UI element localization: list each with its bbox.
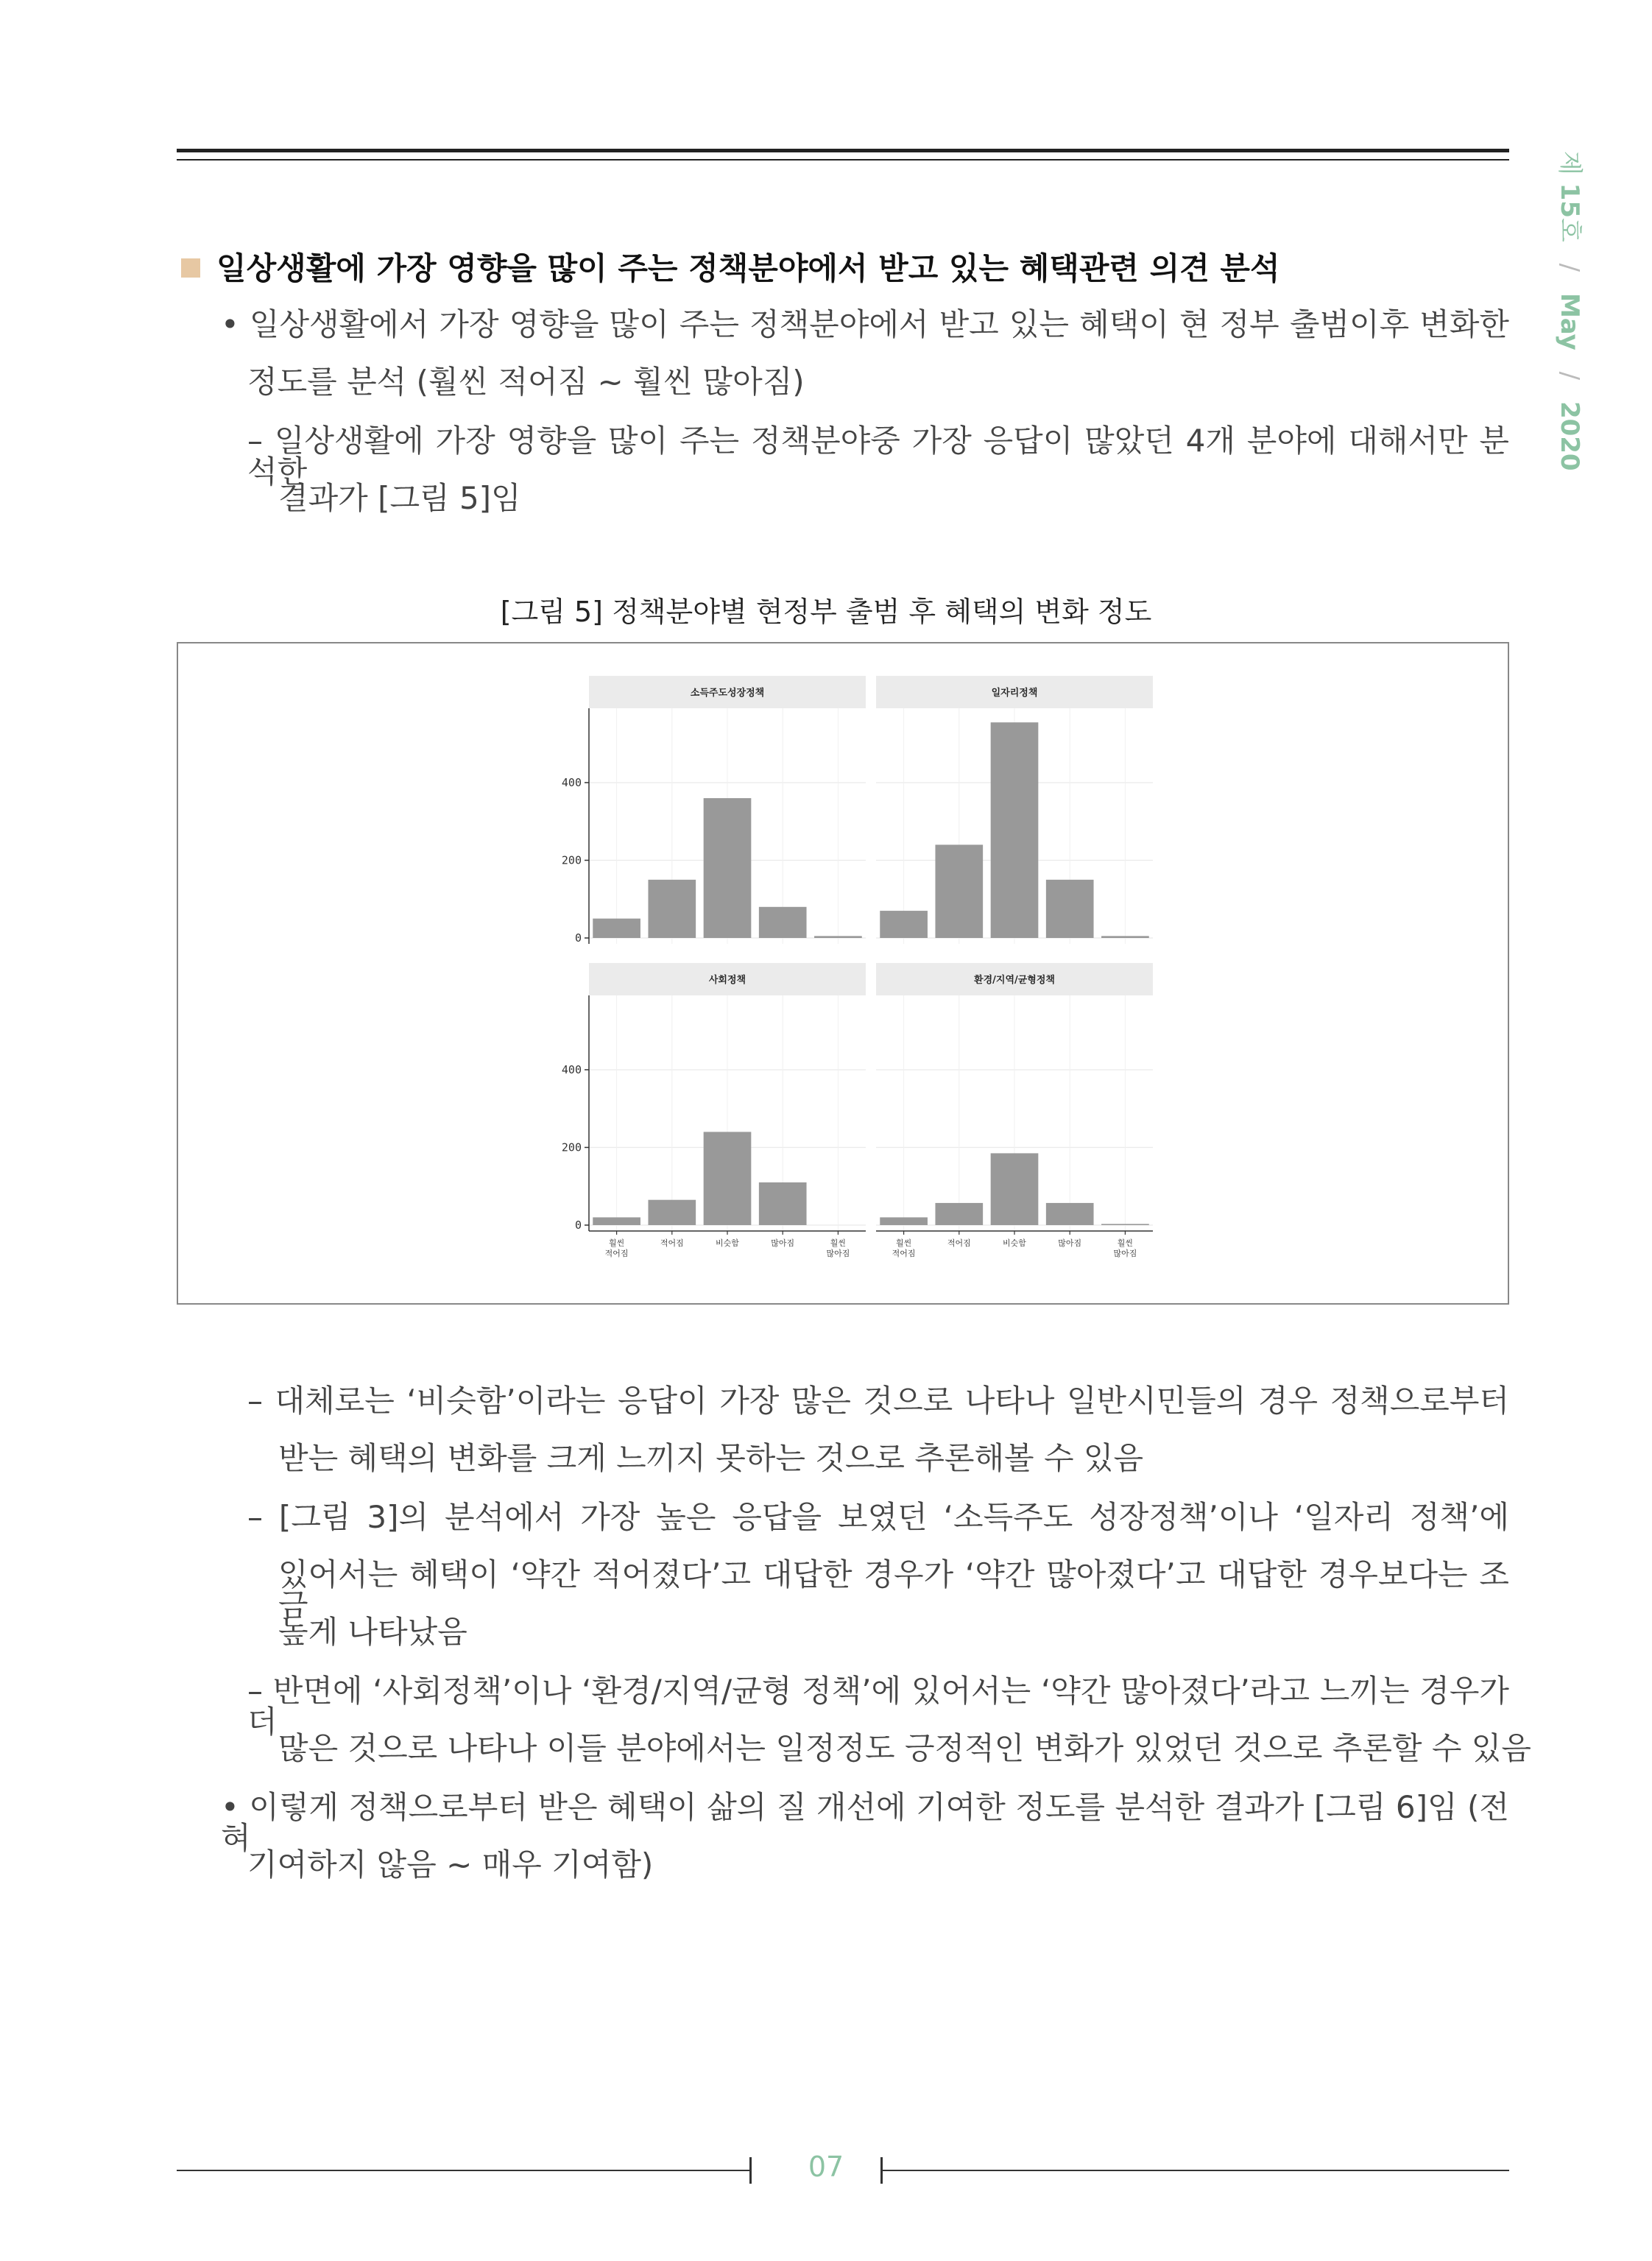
x-tick-label: 많아짐: [1058, 1238, 1082, 1248]
paragraph-line: – 대체로는 ‘비슷함’이라는 응답이 가장 많은 것으로 나타나 일반시민들의 경우 정책으로부터: [247, 1383, 1509, 1419]
bar: [991, 722, 1039, 938]
bar: [935, 844, 983, 938]
bar: [1046, 880, 1094, 938]
y-tick-label: 400: [561, 1062, 582, 1076]
y-tick-label: 0: [574, 931, 582, 945]
bar: [648, 1200, 696, 1225]
x-tick-label: 비슷함: [716, 1238, 739, 1248]
facet-title: 사회정책: [708, 975, 746, 986]
bar: [1101, 936, 1149, 938]
bar: [935, 1203, 983, 1225]
x-tick-label: 많아짐: [826, 1249, 850, 1258]
bar: [880, 1217, 928, 1225]
page-number: 07: [808, 2151, 844, 2183]
issue-prefix: 제: [1555, 151, 1584, 175]
bar: [759, 907, 807, 938]
facet-title: 환경/지역/균형정책: [974, 975, 1055, 986]
facet-title: 일자리정책: [991, 688, 1038, 699]
bar: [593, 1217, 640, 1225]
paragraph-line: – [그림 3]의 분석에서 가장 높은 응답을 보였던 ‘소득주도 성장정책’이나 ‘일자리 정책’에: [247, 1499, 1509, 1535]
bar: [1046, 1203, 1094, 1225]
x-tick-label: 훨씬: [895, 1238, 912, 1248]
paragraph-line: 결과가 [그림 5]임: [278, 480, 521, 516]
paragraph-line: • 일상생활에서 가장 영향을 많이 주는 정책분야에서 받고 있는 혜택이 현 정부 출범이후 변화한: [221, 306, 1509, 342]
top-rule-thin: [177, 159, 1509, 161]
y-tick-label: 200: [561, 1140, 582, 1154]
paragraph-line: – 일상생활에 가장 영향을 많이 주는 정책분야중 가장 응답이 많았던 4개 분야에 대해서만 분석한: [247, 423, 1509, 490]
y-tick-label: 0: [574, 1218, 582, 1232]
section-heading-text: 일상생활에 가장 영향을 많이 주는 정책분야에서 받고 있는 혜택관련 의견 분석: [216, 250, 1280, 286]
issue-suffix: 호: [1555, 218, 1584, 242]
footer-rule-right: [882, 2170, 1509, 2171]
x-tick-label: 훨씬: [830, 1238, 847, 1248]
x-tick-label: 비슷함: [1003, 1238, 1026, 1248]
paragraph-line: 받는 혜택의 변화를 크게 느끼지 못하는 것으로 추론해볼 수 있음: [278, 1440, 1144, 1476]
bar: [704, 798, 752, 938]
paragraph-line: 기여하지 않음 ~ 매우 기여함): [247, 1846, 654, 1883]
x-tick-label: 훨씬: [1117, 1238, 1134, 1248]
heading-square-icon: [181, 258, 200, 278]
x-tick-label: 적어짐: [604, 1249, 629, 1258]
bar: [759, 1182, 807, 1225]
x-tick-label: 많아짐: [771, 1238, 795, 1248]
y-tick-label: 200: [561, 853, 582, 867]
issue-year: 2020: [1555, 401, 1584, 471]
issue-number: 15: [1555, 183, 1584, 218]
footer-rule-left: [177, 2170, 749, 2171]
top-rule-thick: [177, 149, 1509, 152]
paragraph-line: 높게 나타났음: [278, 1614, 467, 1650]
footer-tick-left: [749, 2157, 752, 2184]
y-tick-label: 400: [561, 775, 582, 789]
bar: [991, 1153, 1039, 1225]
section-heading: [181, 244, 1280, 289]
bar: [1101, 1224, 1149, 1225]
bar: [814, 936, 862, 938]
figure-box: [177, 642, 1509, 1305]
paragraph-line: 있어서는 혜택이 ‘약간 적어졌다’고 대답한 경우가 ‘약간 많아졌다’고 대답한 경우보다는 조금: [278, 1556, 1509, 1623]
issue-month: May: [1555, 292, 1584, 350]
bar: [648, 880, 696, 938]
bar-chart: [178, 643, 1508, 1303]
x-tick-label: 훨씬: [608, 1238, 625, 1248]
sidebar-separator: /: [1555, 371, 1584, 381]
x-tick-label: 적어짐: [947, 1238, 971, 1248]
paragraph-line: • 이렇게 정책으로부터 받은 혜택이 삶의 질 개선에 기여한 정도를 분석한 결과가 [그림 6]임 (전혀: [221, 1789, 1509, 1856]
sidebar-separator: /: [1555, 263, 1584, 272]
x-tick-label: 많아짐: [1113, 1249, 1137, 1258]
bar: [593, 919, 640, 938]
paragraph-line: 많은 것으로 나타나 이들 분야에서는 일정정도 긍정적인 변화가 있었던 것으로 추론할 수 있음: [278, 1730, 1531, 1766]
paragraph-line: 정도를 분석 (훨씬 적어짐 ~ 훨씬 많아짐): [247, 364, 805, 400]
x-tick-label: 적어짐: [892, 1249, 916, 1258]
paragraph-line: – 반면에 ‘사회정책’이나 ‘환경/지역/균형 정책’에 있어서는 ‘약간 많아졌다’라고 느끼는 경우가 더: [247, 1673, 1509, 1740]
figure-caption: [그림 5] 정책분야별 현정부 출범 후 혜택의 변화 정도: [500, 596, 1152, 628]
facet-title: 소득주도성장정책: [690, 688, 765, 699]
issue-sidebar: [1555, 151, 1612, 471]
x-tick-label: 적어짐: [660, 1238, 684, 1248]
bar: [704, 1132, 752, 1225]
bar: [880, 911, 928, 938]
